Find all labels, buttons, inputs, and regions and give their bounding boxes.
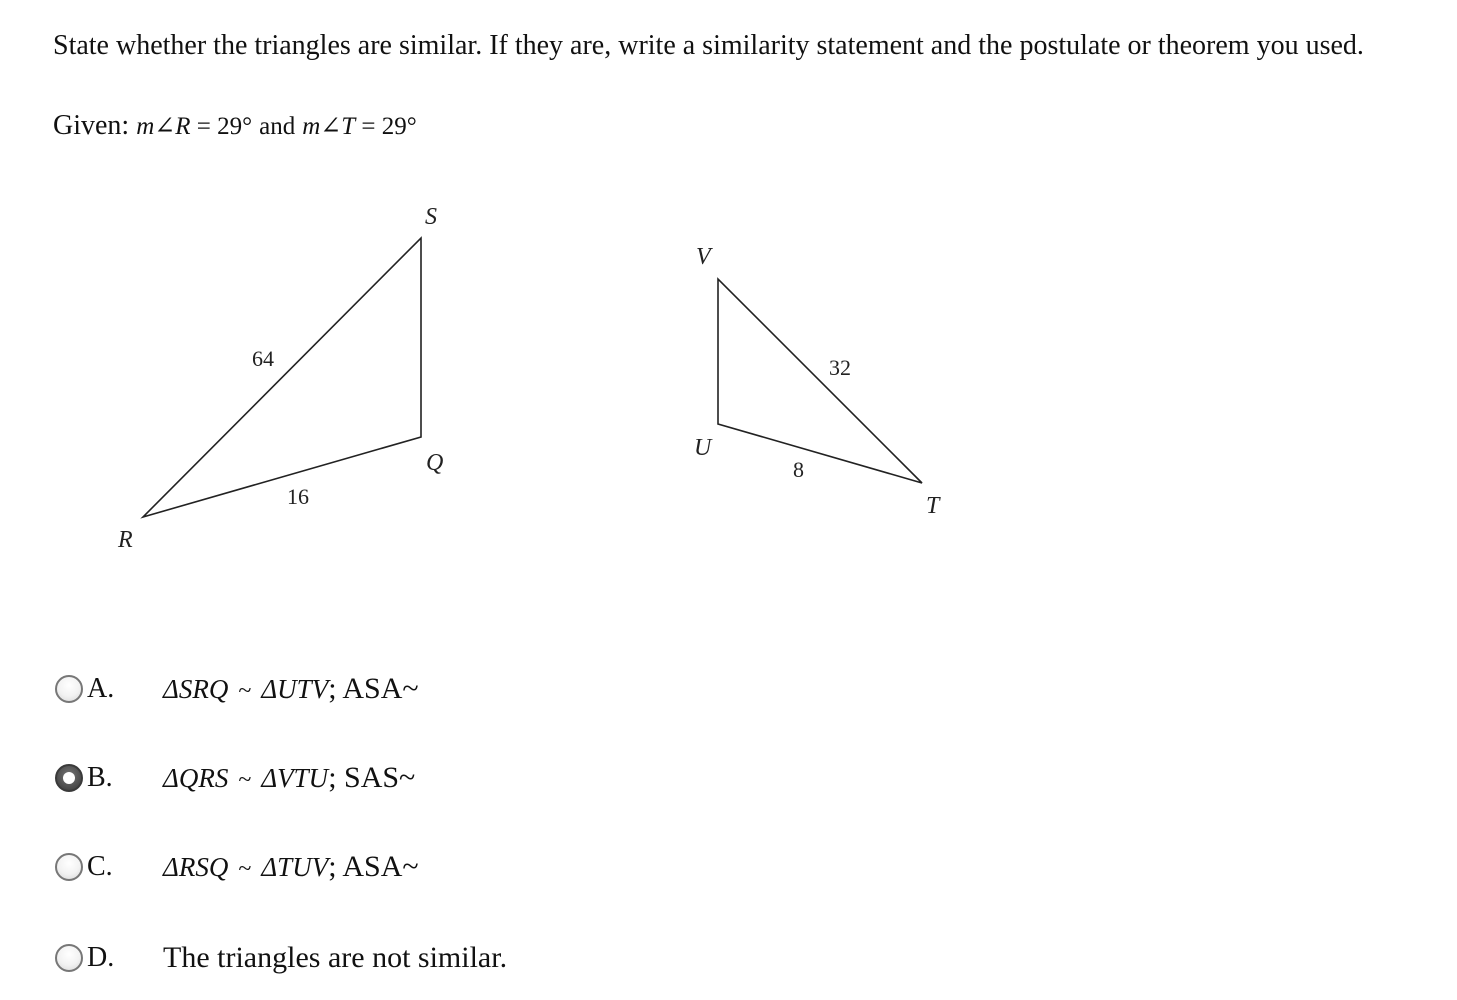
side-label-rq: 16	[287, 484, 309, 509]
triangle-name: ΔQRS	[163, 763, 229, 793]
triangle-name: ΔVTU	[261, 763, 329, 793]
given-statement	[53, 106, 417, 147]
given-label: Given:	[53, 110, 130, 141]
postulate: ; ASA~	[328, 672, 419, 705]
triangle-name: ΔRSQ	[163, 852, 229, 882]
choice-letter: C.	[87, 851, 113, 882]
triangle-name: ΔSRQ	[163, 674, 229, 704]
vertex-label-q: Q	[426, 450, 444, 476]
triangle-sqr	[143, 238, 421, 517]
side-label-rs: 64	[252, 346, 274, 371]
choice-text: The triangles are not similar.	[163, 941, 508, 974]
radio-button-a[interactable]	[55, 675, 83, 703]
choice-letter: D.	[87, 942, 115, 973]
radio-button-b[interactable]	[55, 764, 83, 792]
vertex-label-t: T	[926, 493, 940, 519]
vertex-label-r: R	[118, 527, 133, 553]
similar-symbol: ~	[238, 856, 252, 882]
choice-text	[163, 761, 415, 795]
side-label-vt: 32	[829, 355, 851, 380]
side-label-ut: 8	[793, 457, 804, 482]
given-angle-r-value: = 29°	[190, 113, 253, 140]
postulate: ; ASA~	[328, 850, 419, 883]
choice-letter: A.	[87, 673, 115, 704]
triangle-name: ΔUTV	[261, 674, 329, 704]
given-angle-t: m∠T	[302, 113, 356, 140]
choice-c[interactable]	[55, 845, 955, 889]
choice-d[interactable]	[55, 936, 955, 980]
triangle-vut	[718, 279, 922, 483]
vertex-label-u: U	[694, 435, 712, 461]
choice-a[interactable]	[55, 667, 955, 711]
choice-text	[163, 850, 419, 884]
similar-symbol: ~	[238, 678, 252, 704]
question-text: State whether the triangles are similar. If they are, write a similarity statement and the postulate or theorem you used.	[53, 30, 1364, 61]
radio-button-c[interactable]	[55, 853, 83, 881]
given-and: and	[259, 113, 296, 140]
choice-letter: B.	[87, 762, 113, 793]
triangle-name: ΔTUV	[261, 852, 329, 882]
vertex-label-s: S	[425, 204, 437, 230]
given-angle-r: m∠R	[136, 113, 191, 140]
postulate: ; SAS~	[328, 761, 416, 794]
triangles-figure	[0, 190, 1000, 570]
choice-text	[163, 672, 419, 706]
vertex-label-v: V	[696, 244, 711, 270]
given-angle-t-value: = 29°	[355, 113, 417, 140]
choice-b[interactable]	[55, 756, 955, 800]
radio-button-d[interactable]	[55, 944, 83, 972]
similar-symbol: ~	[238, 767, 252, 793]
